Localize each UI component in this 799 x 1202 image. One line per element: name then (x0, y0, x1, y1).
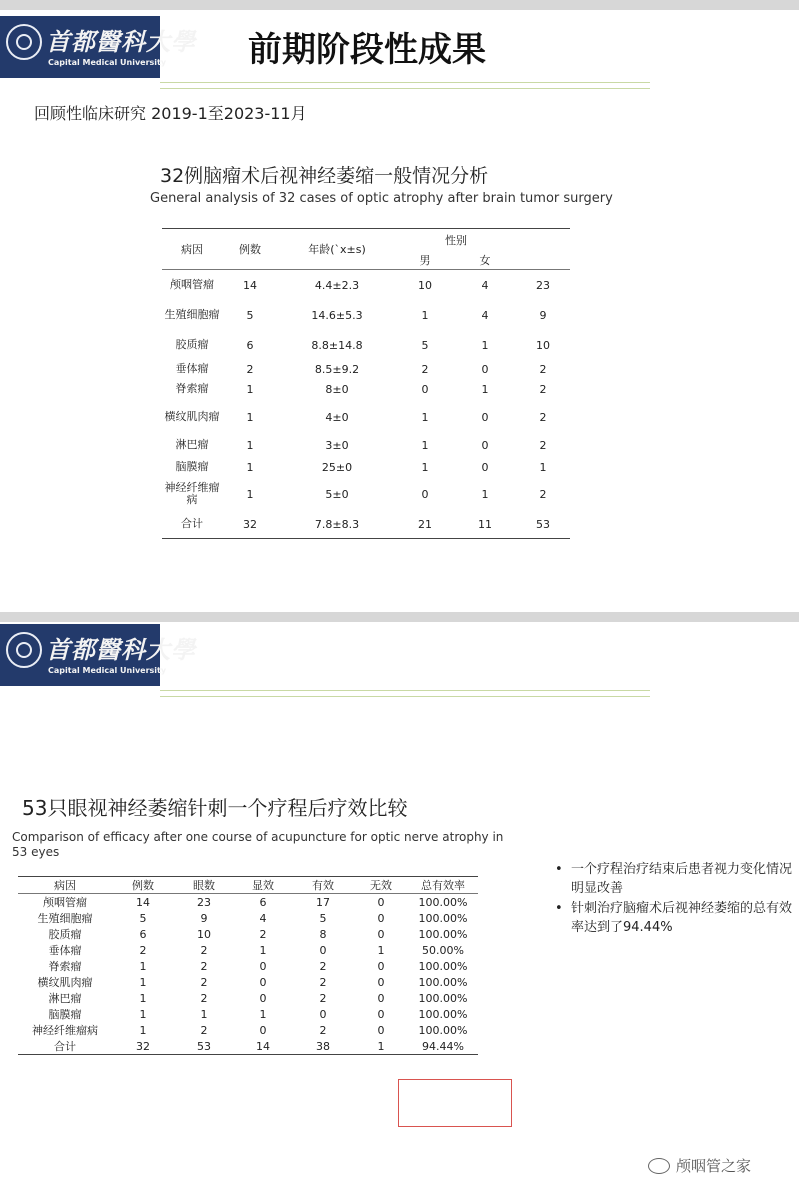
header-blank (516, 229, 570, 270)
table-row (162, 478, 570, 510)
cell-disease: 垂体瘤 (48, 944, 82, 957)
table-cell: 2 (200, 1023, 208, 1037)
table-cell: 3±0 (325, 438, 349, 452)
cell-disease: 横纹肌肉瘤 (164, 410, 220, 423)
table-row (162, 434, 570, 456)
table-cell: 14.6±5.3 (311, 308, 363, 322)
table-cell: 1 (421, 460, 429, 474)
table-cell: 1 (139, 975, 147, 989)
table-cell: 100.00% (418, 1023, 468, 1037)
table-cell: 5 (139, 911, 147, 925)
study-subtitle: 回顾性临床研究 2019-1至2023-11月 (34, 104, 307, 123)
table-cell: 10 (197, 927, 211, 941)
table-header-row (162, 229, 570, 252)
table-cell: 0 (319, 1007, 327, 1021)
table-cell: 0 (421, 487, 429, 501)
cell-disease: 脑膜瘤 (175, 460, 209, 473)
table-row (162, 300, 570, 330)
table-cell: 2 (539, 382, 547, 396)
table-cell: 1 (246, 410, 254, 424)
table-cell: 1 (246, 487, 254, 501)
table-cell: 2 (259, 927, 267, 941)
header-gender: 性别 (396, 229, 516, 252)
slide-title: 前期阶段性成果 (248, 30, 486, 70)
table-cell: 50.00% (422, 943, 464, 957)
finding-item: • 一个疗程治疗结束后患者视力变化情况明显改善 (555, 860, 795, 898)
table-header-row (18, 877, 478, 894)
header-age: 年龄(`x±s) (278, 229, 396, 270)
table-cell: 23 (197, 895, 211, 909)
table-row (18, 1022, 478, 1038)
cell-disease: 脑膜瘤 (48, 1008, 82, 1021)
table-row (18, 974, 478, 990)
table-row (18, 894, 478, 911)
table2-title-cn: 53只眼视神经萎缩针刺一个疗程后疗效比较 (22, 796, 408, 820)
table-header-cell: 病因 (18, 877, 112, 894)
efficacy-table (18, 876, 478, 1055)
cell-disease: 颅咽管瘤 (43, 896, 87, 909)
table-cell: 53 (174, 1038, 234, 1055)
title-rule (160, 82, 650, 83)
table-row (18, 926, 478, 942)
table-cell: 0 (259, 1023, 267, 1037)
table-row (18, 910, 478, 926)
table-cell: 2 (200, 943, 208, 957)
table-cell: 0 (377, 1023, 385, 1037)
table-cell: 1 (481, 487, 489, 501)
table-cell: 2 (319, 959, 327, 973)
table-row (18, 1006, 478, 1022)
table-cell: 8 (319, 927, 327, 941)
cell-disease: 生殖细胞瘤 (164, 308, 220, 321)
table-cell: 23 (536, 278, 550, 292)
table-cell: 14 (243, 278, 257, 292)
cell-disease: 胶质瘤 (48, 928, 82, 941)
table-cell: 10 (418, 278, 432, 292)
table-cell: 6 (259, 895, 267, 909)
table-cell: 7.8±8.3 (278, 510, 396, 539)
table-cell: 8±0 (325, 382, 349, 396)
table-cell: 4 (481, 308, 489, 322)
table-cell: 2 (246, 362, 254, 376)
table-cell: 0 (421, 382, 429, 396)
table-cell: 1 (539, 460, 547, 474)
table-cell: 2 (200, 991, 208, 1005)
table-cell: 100.00% (418, 991, 468, 1005)
table-cell: 2 (421, 362, 429, 376)
table-cell: 6 (139, 927, 147, 941)
table-cell: 17 (316, 895, 330, 909)
table-cell: 1 (421, 438, 429, 452)
table-cell: 5±0 (325, 487, 349, 501)
table-cell: 0 (481, 460, 489, 474)
cell-disease: 合计 (18, 1038, 112, 1055)
logo-chinese-name: 首都醫科大學 (46, 635, 196, 664)
table-cell: 6 (246, 338, 254, 352)
table-cell: 14 (136, 895, 150, 909)
cell-disease: 淋巴瘤 (48, 992, 82, 1005)
table-cell: 14 (234, 1038, 292, 1055)
table-cell: 38 (292, 1038, 354, 1055)
header-male: 男 (396, 251, 454, 270)
table-cell: 100.00% (418, 927, 468, 941)
table-cell: 94.44% (408, 1038, 478, 1055)
table-cell: 0 (259, 991, 267, 1005)
table-cell: 1 (246, 438, 254, 452)
table-cell: 1 (139, 1007, 147, 1021)
top-bar (0, 0, 799, 10)
table-row (18, 990, 478, 1006)
table-cell: 100.00% (418, 1007, 468, 1021)
cell-disease: 横纹肌肉瘤 (37, 976, 93, 989)
table1-title-en: General analysis of 32 cases of optic atrophy after brain tumor surgery (150, 191, 613, 206)
logo-english-name: Capital Medical University (48, 666, 167, 675)
table-cell: 2 (319, 975, 327, 989)
table-cell: 1 (481, 382, 489, 396)
cell-disease: 脊索瘤 (175, 382, 209, 395)
table-cell: 5 (421, 338, 429, 352)
table-cell: 21 (396, 510, 454, 539)
table-cell: 8.5±9.2 (314, 362, 360, 376)
cell-disease: 垂体瘤 (175, 362, 209, 375)
table-cell: 1 (421, 308, 429, 322)
table1-title-cn: 32例脑瘤术后视神经萎缩一般情况分析 (160, 165, 489, 187)
table-row (162, 510, 570, 539)
cell-disease: 神经纤维瘤病 (32, 1024, 98, 1037)
table-cell: 32 (112, 1038, 174, 1055)
watermark-text: 颅咽管之家 (676, 1157, 752, 1175)
table-cell: 100.00% (418, 895, 468, 909)
table-cell: 2 (539, 487, 547, 501)
table-cell: 2 (539, 410, 547, 424)
table-cell: 8.8±14.8 (311, 338, 363, 352)
table-row (162, 270, 570, 301)
table-header-cell: 眼数 (174, 877, 234, 894)
table-cell: 4 (259, 911, 267, 925)
table-cell: 1 (139, 959, 147, 973)
table-row (162, 378, 570, 400)
table-cell: 2 (319, 991, 327, 1005)
table-row (18, 958, 478, 974)
table-cell: 1 (354, 1038, 408, 1055)
table-cell: 100.00% (418, 975, 468, 989)
table-row (18, 942, 478, 958)
table-cell: 2 (200, 959, 208, 973)
table-cell: 5 (246, 308, 254, 322)
cell-disease: 合计 (162, 510, 222, 539)
table-cell: 100.00% (418, 959, 468, 973)
table-row (162, 400, 570, 434)
table-cell: 100.00% (418, 911, 468, 925)
university-emblem-icon (6, 24, 42, 60)
finding-item: • 针刺治疗脑瘤术后视神经萎缩的总有效率达到了94.44% (555, 899, 795, 937)
case-summary-table (162, 228, 570, 539)
findings-list (555, 860, 795, 938)
table-cell: 1 (259, 1007, 267, 1021)
table-row (162, 330, 570, 360)
table-cell: 53 (516, 510, 570, 539)
table-cell: 1 (246, 382, 254, 396)
table2-title-en-line2: 53 eyes (12, 845, 60, 859)
table-cell: 2 (139, 943, 147, 957)
table-row (162, 360, 570, 378)
table-cell: 1 (259, 943, 267, 957)
table-header-cell: 无效 (354, 877, 408, 894)
table-cell: 2 (200, 975, 208, 989)
table-cell: 5 (319, 911, 327, 925)
table-cell: 4 (481, 278, 489, 292)
table-cell: 2 (539, 362, 547, 376)
wechat-icon (648, 1158, 670, 1174)
table-cell: 0 (377, 895, 385, 909)
table-cell: 0 (481, 362, 489, 376)
title-rule-slide2 (160, 690, 650, 691)
table-cell: 0 (377, 959, 385, 973)
table-cell: 4±0 (325, 410, 349, 424)
title-rule-2 (160, 88, 650, 89)
table-cell: 1 (200, 1007, 208, 1021)
table-header-cell: 有效 (292, 877, 354, 894)
table-cell: 2 (319, 1023, 327, 1037)
cell-disease: 颅咽管瘤 (170, 278, 214, 291)
table-cell: 0 (319, 943, 327, 957)
table-cell: 0 (377, 1007, 385, 1021)
logo-chinese-name: 首都醫科大學 (46, 27, 196, 56)
table-cell: 2 (539, 438, 547, 452)
table-cell: 10 (536, 338, 550, 352)
table-cell: 0 (377, 975, 385, 989)
header-female: 女 (454, 251, 516, 270)
table2-title-en-line1: Comparison of efficacy after one course of acupuncture for optic nerve atrophy in (12, 830, 504, 844)
table-row (18, 1038, 478, 1055)
table-row (162, 456, 570, 478)
header-cases: 例数 (222, 229, 278, 270)
table-cell: 0 (377, 911, 385, 925)
table-cell: 1 (139, 1023, 147, 1037)
cell-disease: 胶质瘤 (175, 338, 209, 351)
table-cell: 0 (481, 438, 489, 452)
university-logo-2 (0, 624, 196, 686)
cell-disease: 神经纤维瘤病 (164, 481, 220, 506)
table-cell: 11 (454, 510, 516, 539)
title-rule-slide2-b (160, 696, 650, 697)
table-cell: 32 (222, 510, 278, 539)
table-cell: 0 (377, 927, 385, 941)
table-header-cell: 总有效率 (408, 877, 478, 894)
university-emblem-icon (6, 632, 42, 668)
cell-disease: 生殖细胞瘤 (37, 912, 93, 925)
cell-disease: 脊索瘤 (48, 960, 82, 973)
header-disease: 病因 (162, 229, 222, 270)
university-logo (0, 16, 196, 78)
table-header-cell: 显效 (234, 877, 292, 894)
table-cell: 1 (481, 338, 489, 352)
table-cell: 1 (139, 991, 147, 1005)
table-cell: 9 (539, 308, 547, 322)
table-cell: 25±0 (321, 460, 353, 474)
logo-english-name: Capital Medical University (48, 58, 167, 67)
table-cell: 0 (259, 975, 267, 989)
table-cell: 1 (246, 460, 254, 474)
table-cell: 0 (259, 959, 267, 973)
table-header-cell: 例数 (112, 877, 174, 894)
table-cell: 0 (377, 991, 385, 1005)
highlight-box (398, 1079, 512, 1127)
table-cell: 0 (481, 410, 489, 424)
table-cell: 1 (377, 943, 385, 957)
table-cell: 1 (421, 410, 429, 424)
table-cell: 9 (200, 911, 208, 925)
cell-disease: 淋巴瘤 (175, 438, 209, 451)
slide-divider (0, 612, 799, 622)
table-cell: 4.4±2.3 (314, 278, 360, 292)
